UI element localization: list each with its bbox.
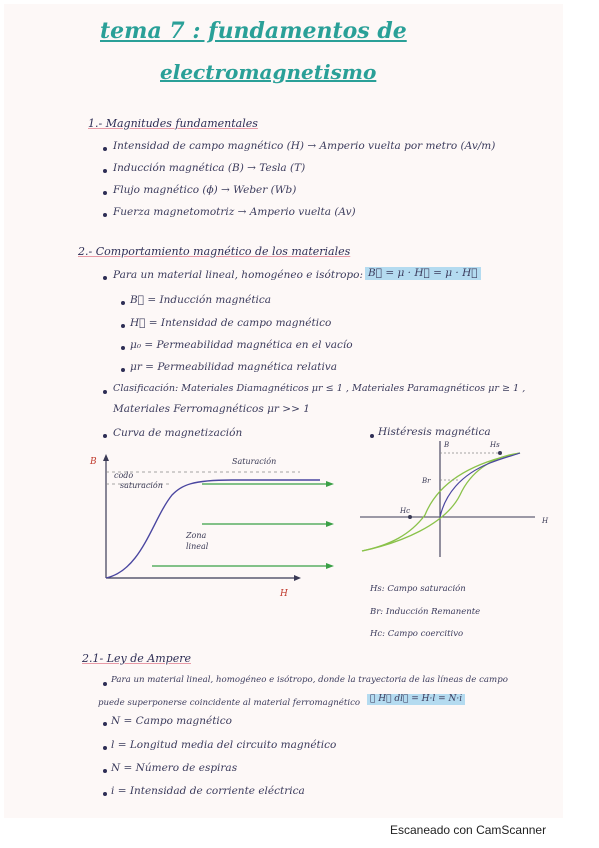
bullet xyxy=(121,324,125,328)
saturation-label: Saturación xyxy=(232,457,277,466)
magnetization-curve xyxy=(106,480,320,578)
hysteresis-legend-item: Hs: Campo saturación xyxy=(370,584,466,594)
bullet xyxy=(121,368,125,372)
hc-label: Hc xyxy=(400,507,411,515)
magnetization-curve-diagram xyxy=(82,450,342,610)
bullet xyxy=(121,301,125,305)
h-axis-arrow xyxy=(294,575,301,581)
hc-point xyxy=(408,515,412,519)
arrow-icon xyxy=(326,563,334,569)
bullet xyxy=(103,722,107,726)
codo-saturation-label: saturación xyxy=(120,481,163,490)
h-axis-label: H xyxy=(542,517,549,525)
arrow-icon xyxy=(326,481,334,487)
hs-label: Hs xyxy=(490,441,500,449)
hysteresis-diagram xyxy=(350,435,555,565)
hysteresis-legend-item: Hc: Campo coercitivo xyxy=(370,629,464,639)
section3-item: i = Intensidad de corriente eléctrica xyxy=(111,785,305,797)
bullet xyxy=(103,191,107,195)
bullet xyxy=(103,769,107,773)
bullet xyxy=(103,746,107,750)
bullet xyxy=(103,682,107,686)
section1-item: Intensidad de campo magnético (H) → Amperio vuelta por metro (Av/m) xyxy=(113,140,496,152)
ampere-formula: ∮ H⃗ dl⃗ = H·l = N·i xyxy=(367,694,465,705)
hysteresis-lower-branch xyxy=(362,453,520,551)
bullet xyxy=(103,169,107,173)
hysteresis-label: Histéresis magnética xyxy=(378,426,491,438)
arrow-icon xyxy=(326,521,334,527)
hysteresis-legend-item: Br: Inducción Remanente xyxy=(370,607,481,617)
permeability-formula: B⃗ = μ · H⃗ = μ · H⃗ xyxy=(365,267,481,280)
b-axis-label: B xyxy=(444,441,450,449)
codo-label: codo xyxy=(114,471,134,480)
hysteresis-upper-branch xyxy=(362,453,520,551)
magnetization-curve-label: Curva de magnetización xyxy=(113,427,243,439)
bullet xyxy=(103,147,107,151)
zona-lineal-label: Zona xyxy=(186,531,207,540)
section3-line1: Para un material lineal, homogéneo e isótropo, donde la trayectoria de las líneas de campo xyxy=(111,675,508,685)
section2-subitem: μ₀ = Permeabilidad magnética en el vacío xyxy=(130,339,353,351)
section2-subitem: μr = Permeabilidad magnética relativa xyxy=(130,361,338,373)
section1-item: Inducción magnética (B) → Tesla (T) xyxy=(113,162,306,174)
section2-intro: Para un material lineal, homogéneo e isótropo: xyxy=(113,269,363,281)
section1-item: Flujo magnético (ϕ) → Weber (Wb) xyxy=(113,184,297,196)
section2-heading: 2.- Comportamiento magnético de los materiales xyxy=(78,245,351,258)
section2-subitem: B⃗ = Inducción magnética xyxy=(130,294,272,306)
bullet xyxy=(121,346,125,350)
hs-point xyxy=(498,451,502,455)
page-title-line2: electromagnetismo xyxy=(160,60,377,84)
section3-item: l = Longitud media del circuito magnético xyxy=(111,739,337,751)
section1-item: Fuerza magnetomotriz → Amperio vuelta (Av) xyxy=(113,206,356,218)
br-label: Br xyxy=(422,477,431,485)
bullet xyxy=(103,213,107,217)
b-axis-label: B xyxy=(90,457,97,467)
bullet xyxy=(103,434,107,438)
b-axis-arrow xyxy=(103,454,109,461)
zona-lineal-label: lineal xyxy=(186,542,209,551)
classification-line2: Materiales Ferromagnéticos μr >> 1 xyxy=(113,403,310,415)
page-title-line1: tema 7 : fundamentos de xyxy=(100,18,407,44)
bullet xyxy=(103,390,107,394)
section3-item: N = Campo magnético xyxy=(111,715,232,727)
classification-line1: Clasificación: Materiales Diamagnéticos μr ≤ 1 , Materiales Paramagnéticos μr ≥ 1 , xyxy=(113,383,526,394)
section3-line2: puede superponerse coincidente al material ferromagnético xyxy=(98,698,361,708)
bullet xyxy=(103,792,107,796)
section3-item: N = Número de espiras xyxy=(111,762,238,774)
section3-heading: 2.1- Ley de Ampere xyxy=(82,652,191,665)
section1-heading: 1.- Magnitudes fundamentales xyxy=(88,117,258,130)
section2-subitem: H⃗ = Intensidad de campo magnético xyxy=(130,317,332,329)
bullet xyxy=(103,276,107,280)
h-axis-label: H xyxy=(280,589,288,599)
camscanner-footer: Escaneado con CamScanner xyxy=(390,823,547,837)
